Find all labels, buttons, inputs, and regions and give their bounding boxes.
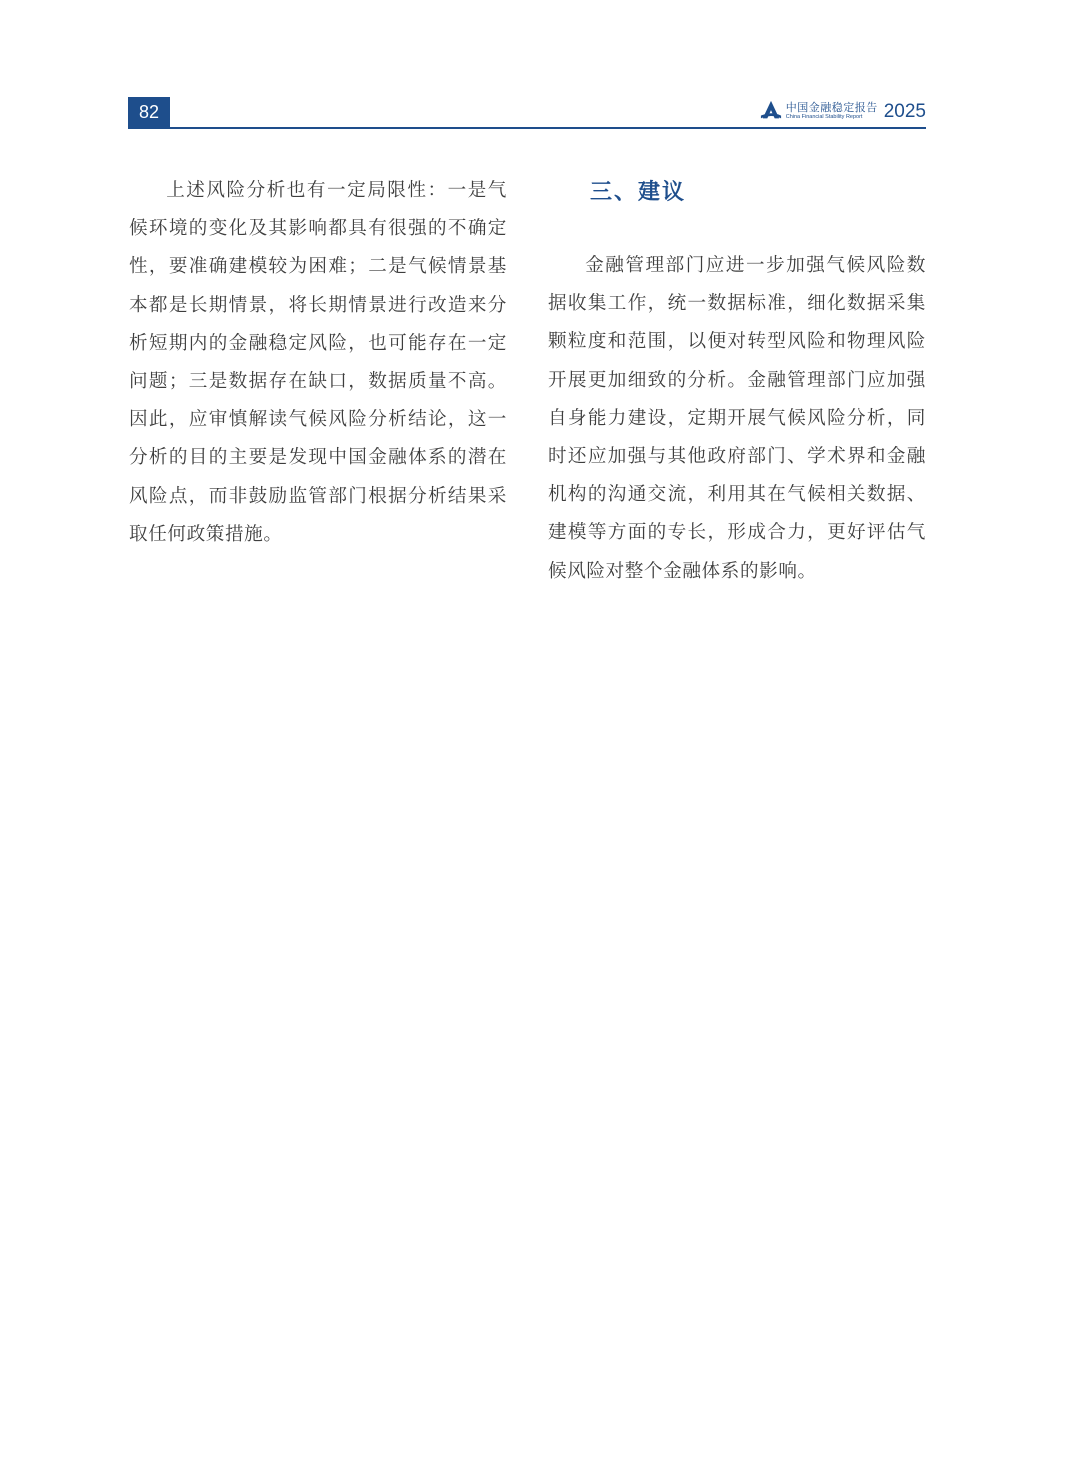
section-heading: 三、建议	[590, 180, 687, 205]
report-title-block	[786, 102, 878, 121]
header-divider	[128, 127, 926, 129]
right-column	[548, 247, 926, 591]
report-year: 2025	[883, 100, 926, 122]
report-brand	[760, 97, 926, 125]
recommendations-paragraph: 金融管理部门应进一步加强气候风险数据收集工作，统一数据标准，细化数据采集颗粒度和范围，以便对转型风险和物理风险开展更加细致的分析。金融管理部门应加强自身能力建设，定期开展气候风险分析，同时还应加强与其他政府部门、学术界和金融机构的沟通交流，利用其在气候相关数据、建模等方面的专长，形成合力，更好评估气候风险对整个金融体系的影响。	[548, 255, 926, 582]
left-column	[129, 172, 507, 554]
page-number: 82	[128, 97, 170, 128]
report-title-cn: 中国金融稳定报告	[785, 100, 878, 114]
pboc-logo-icon	[760, 100, 782, 122]
limitations-paragraph: 上述风险分析也有一定局限性：一是气候环境的变化及其影响都具有很强的不确定性，要准确建模较为困难；二是气候情景基本都是长期情景，将长期情景进行改造来分析短期内的金融稳定风险，也可能存在一定问题；三是数据存在缺口，数据质量不高。因此，应审慎解读气候风险分析结论，这一分析的目的主要是发现中国金融体系的潜在风险点，而非鼓励监管部门根据分析结果采取任何政策措施。	[129, 180, 507, 545]
report-title-en: China Financial Stability Report	[785, 113, 863, 120]
